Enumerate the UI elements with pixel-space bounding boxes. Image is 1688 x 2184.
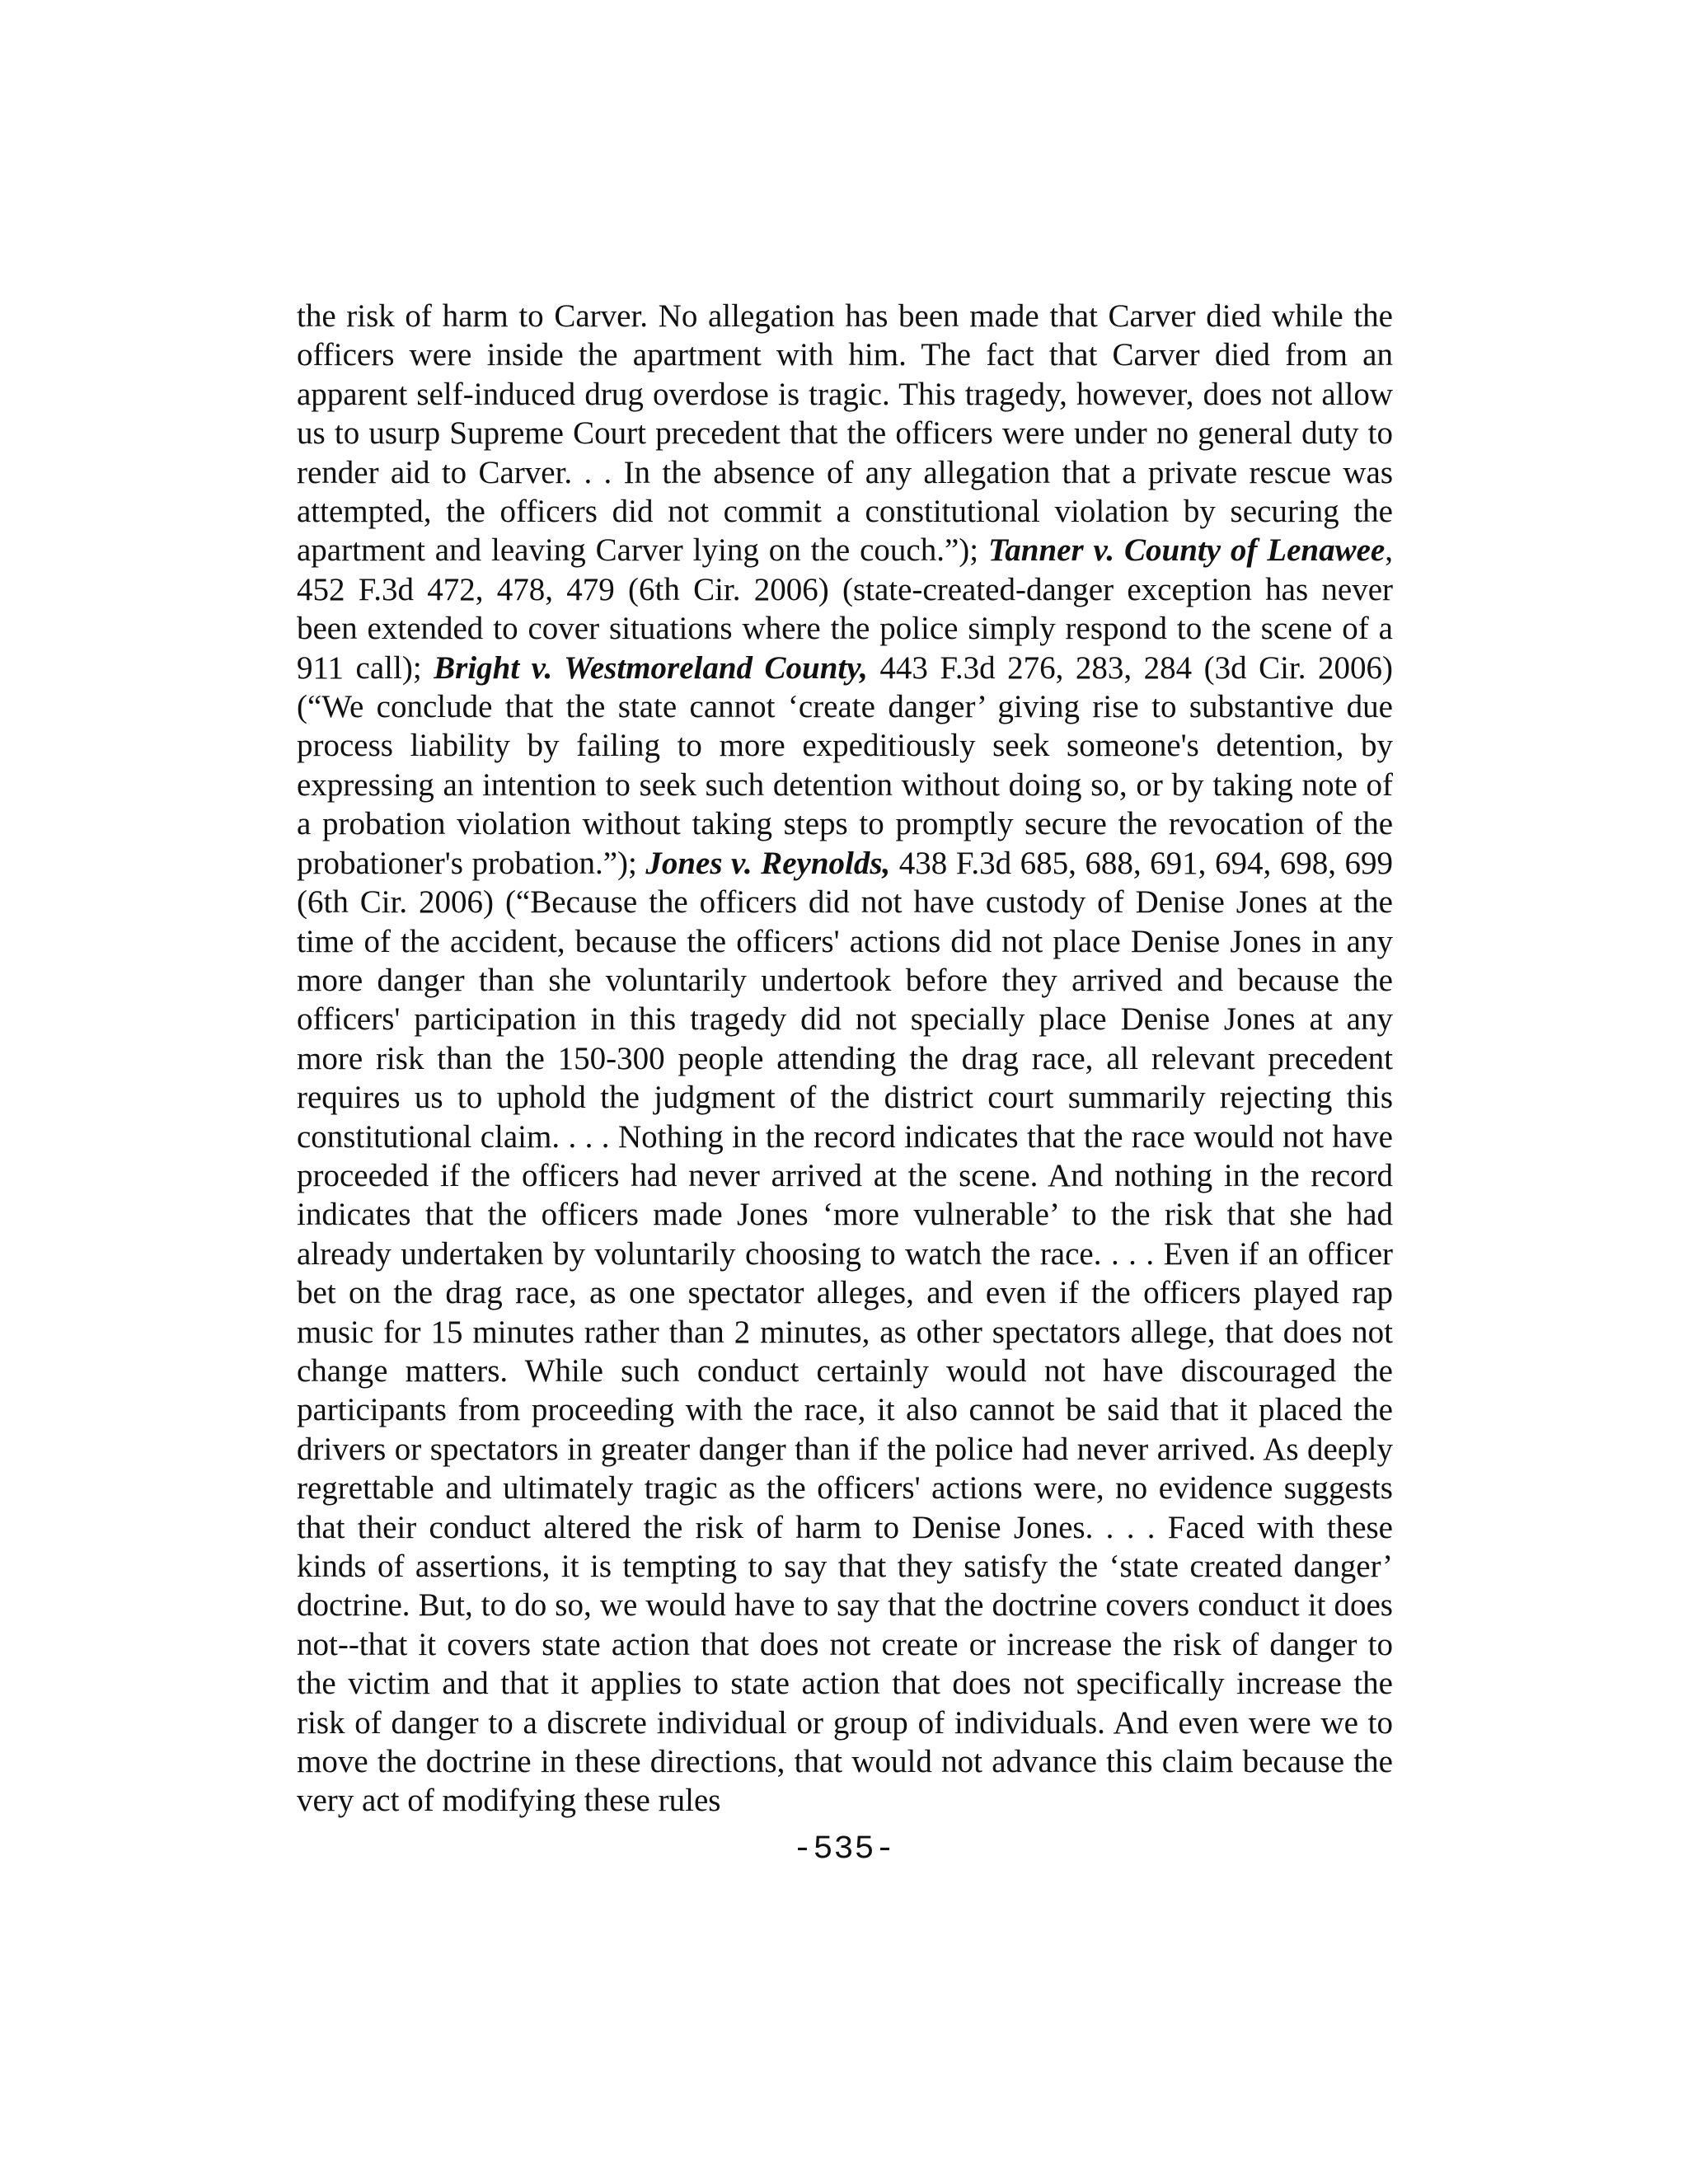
text-segment: the risk of harm to Carver. No allegation has been made that Carver died while the officers were inside the apartment with him. The fact that Carver died from an apparent self-induced drug overdose is tragic. This tragedy, however, does not allow us to usurp Supreme Court precedent that the officers were under no general duty to render aid to Carver. . . In the absence of any allegation that a private rescue was attempted, the officers did not commit a constitutional violation by securing the apartment and leaving Carver lying on the couch.”); [297,298,1393,569]
text-segment: 443 F.3d 276, 283, 284 (3d Cir. 2006) (“We conclude that the state cannot ‘create danger’ giving rise to substantive due process liability by failing to more expeditiously seek someone's detention, by expressing an intention to seek such detention without doing so, or by taking note of a probation violation without taking steps to promptly secure the revocation of the probationer's probation.”); [297,649,1393,881]
text-segment: 438 F.3d 685, 688, 691, 694, 698, 699 (6th Cir. 2006) (“Because the officers did not have custody of Denise Jones at the time of the accident, because the officers' actions did not place Denise Jones in any more danger than she voluntarily undertook before they arrived and because the officers' participation in this tragedy did not specially place Denise Jones at any more risk than the 150-300 people attending the drag race, all relevant precedent requires us to uphold the judgment of the district court summarily rejecting this constitutional claim. . . . Nothing in the record indicates that the race would not have proceeded if the officers had never arrived at the scene. And nothing in the record indicates that the officers made Jones ‘more vulnerable’ to the risk that she had already undertaken by voluntarily choosing to watch the race. . . . Even if an officer bet on the drag race, as one spectator alleges, and even if the officers played rap music for 15 minutes rather than 2 minutes, as other spectators allege, that does not change matters. While such conduct certainly would not have discouraged the participants from proceeding with the race, it also cannot be said that it placed the drivers or spectators in greater danger than if the police had never arrived. As deeply regrettable and ultimately tragic as the officers' actions were, no evidence suggests that their conduct altered the risk of harm to Denise Jones. . . . Faced with these kinds of assertions, it is tempting to say that they satisfy the ‘state created danger’ doctrine. But, to do so, we would have to say that the doctrine covers conduct it does not--that it covers state action that does not create or increase the risk of danger to the victim and that it applies to state action that does not specifically increase the risk of danger to a discrete individual or group of individuals. And even were we to move the doctrine in these directions, that would not advance this claim because the very act of modifying these rules [297,845,1393,1819]
body-paragraph [297,297,1393,1821]
text-segment: , 452 F.3d 472, 478, 479 (6th Cir. 2006) (state-created-danger exception has never been extended to cover situations where the police simply respond to the scene of a 911 call); [297,532,1393,686]
case-citation-tanner: Tanner v. County of Lenawee [988,532,1386,569]
page-number: -535- [792,1831,896,1868]
case-citation-bright: Bright v. Westmoreland County, [434,649,868,686]
case-citation-jones: Jones v. Reynolds, [645,845,891,881]
